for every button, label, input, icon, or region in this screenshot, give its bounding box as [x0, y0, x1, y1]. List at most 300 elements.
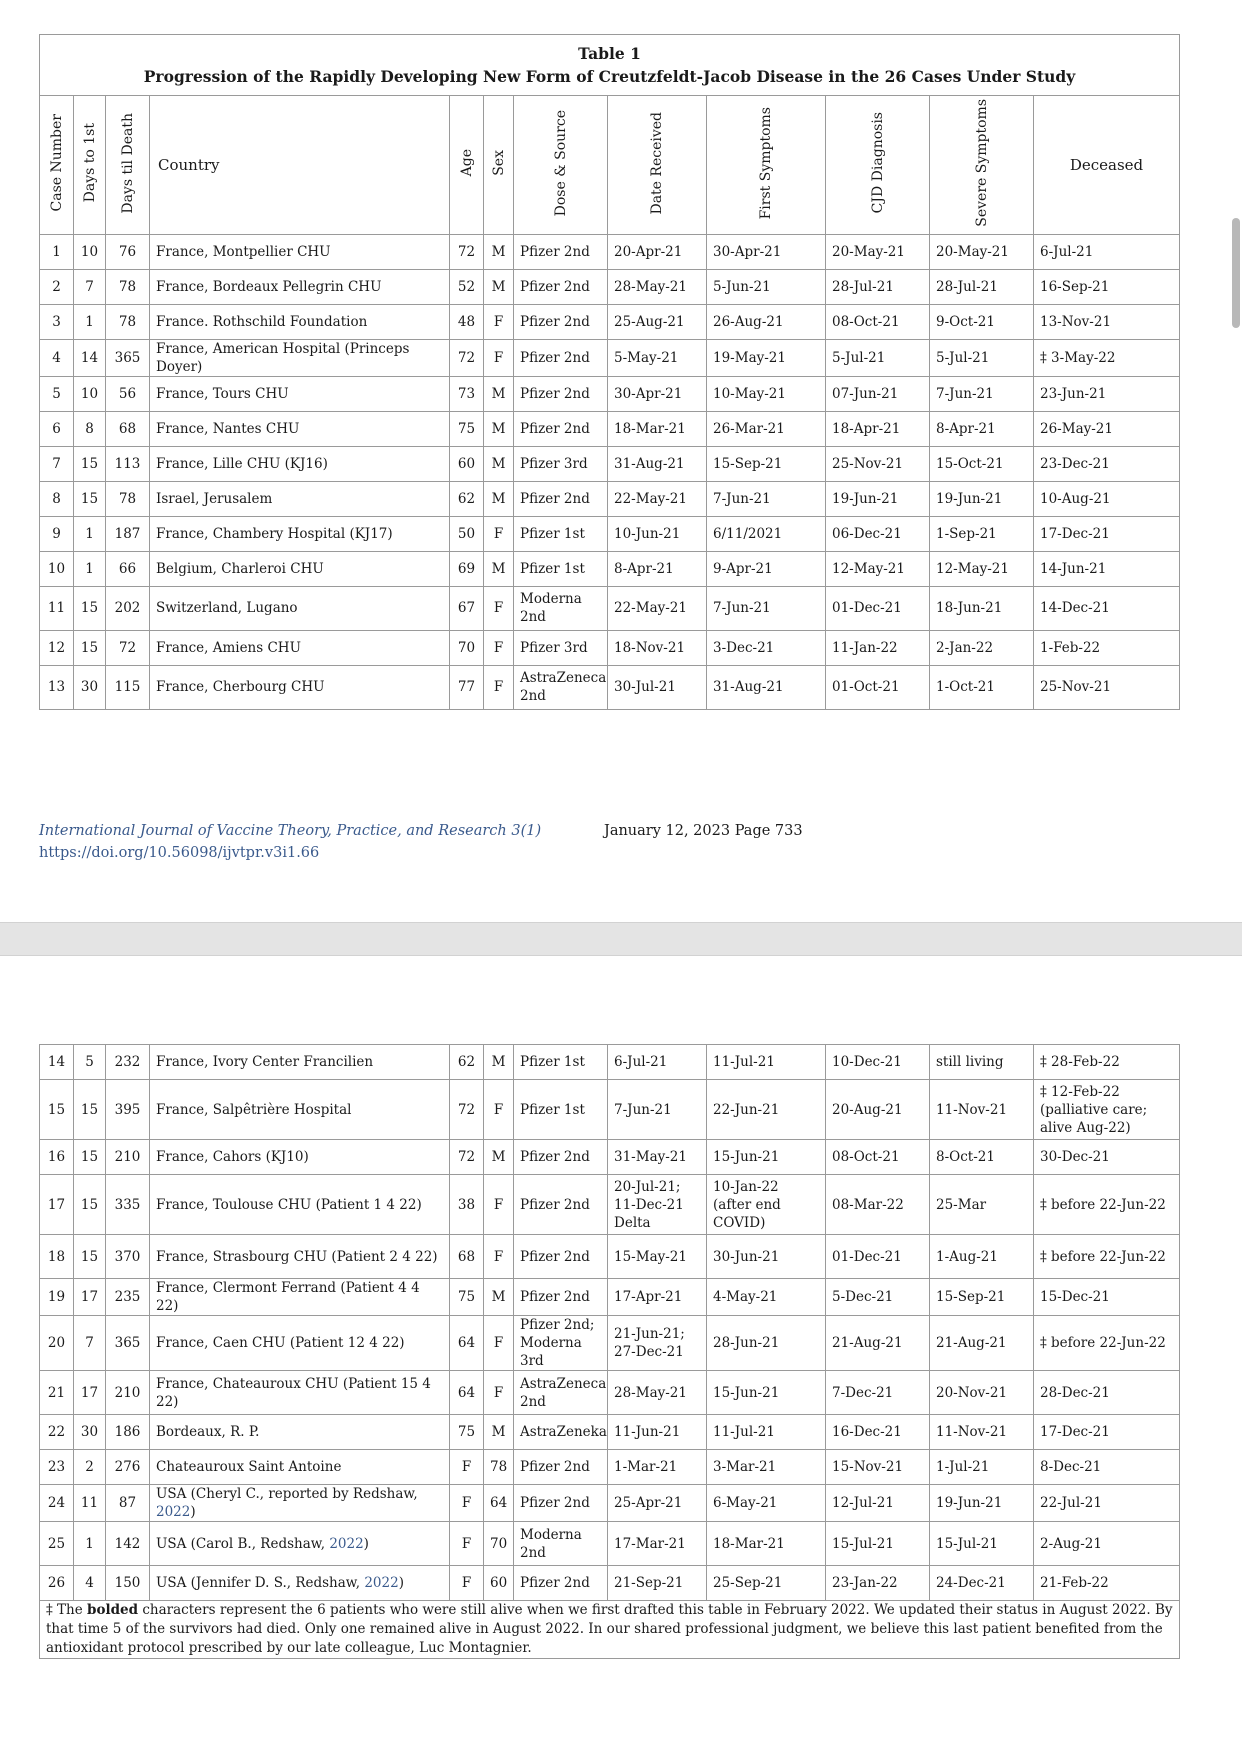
cell-days-to-first	[74, 1279, 106, 1316]
cell-age-text: F	[461, 1459, 472, 1475]
cell-deceased-text: 23-Dec-21	[1040, 455, 1110, 472]
cell-sex	[484, 234, 514, 269]
cell-sex-text: M	[491, 455, 506, 472]
cell-case-number	[40, 665, 74, 709]
cell-cjd-diagnosis	[826, 665, 930, 709]
cell-age-text: 73	[457, 385, 476, 402]
cell-days-til-death-text: 78	[118, 278, 137, 295]
cell-age-text: 60	[457, 455, 476, 472]
cell-deceased-text: 13-Nov-21	[1040, 313, 1112, 330]
cell-deceased-text: ‡ 12-Feb-22 (palliative care; alive Aug-22)	[1040, 1083, 1148, 1136]
cell-days-to-first-text: 15	[80, 1101, 99, 1118]
cell-days-to-first	[74, 630, 106, 665]
cell-case-number	[40, 1235, 74, 1279]
cell-days-to-first	[74, 1140, 106, 1175]
cell-age	[450, 1279, 484, 1316]
cell-days-to-first-text: 4	[85, 1575, 94, 1591]
header-date-received: Date Received	[649, 111, 665, 215]
cell-date-received	[608, 1316, 707, 1371]
cell-severe-symptoms	[930, 1140, 1034, 1175]
cell-severe-symptoms	[930, 1175, 1034, 1235]
cell-first-symptoms	[707, 1415, 826, 1450]
table-row	[40, 411, 1180, 446]
cell-case-number-text: 25	[47, 1535, 66, 1552]
cell-case-number	[40, 1175, 74, 1235]
cell-sex	[484, 665, 514, 709]
cell-case-number-text: 6	[52, 420, 61, 437]
cell-date-received-text: 15-May-21	[614, 1248, 687, 1265]
cell-date-received-text: 10-Jun-21	[614, 525, 681, 542]
cell-cjd-diagnosis-text: 11-Jan-22	[832, 639, 898, 656]
cell-days-to-first-text: 15	[80, 490, 99, 507]
cell-case-number-text: 14	[47, 1054, 66, 1070]
cell-cjd-diagnosis	[826, 269, 930, 304]
cell-country	[150, 1080, 450, 1140]
cell-cjd-diagnosis	[826, 304, 930, 339]
cell-days-til-death-text: 202	[114, 600, 141, 617]
cell-days-to-first-text: 17	[80, 1384, 99, 1401]
table-subtitle: Progression of the Rapidly Developing New Form of Creutzfeldt-Jacob Disease in the 26 Cases Under Study	[143, 67, 1076, 86]
header-days-to-first: Days to 1st	[81, 123, 98, 203]
cell-age	[450, 1371, 484, 1415]
cell-days-til-death	[106, 339, 150, 376]
cell-age	[450, 1566, 484, 1601]
cell-cjd-diagnosis	[826, 481, 930, 516]
cell-sex	[484, 516, 514, 551]
cell-country-text: France, Chateauroux CHU (Patient 15 4 22)	[156, 1375, 431, 1410]
cell-days-til-death	[106, 1522, 150, 1566]
cell-days-til-death	[106, 1450, 150, 1485]
cell-first-symptoms-text: 7-Jun-21	[713, 600, 771, 617]
cell-first-symptoms	[707, 481, 826, 516]
cell-cjd-diagnosis-text: 5-Jul-21	[832, 349, 886, 366]
cell-days-to-first-text: 1	[85, 525, 94, 542]
cell-date-received-text: 5-May-21	[614, 349, 679, 366]
cell-case-number-text: 18	[47, 1248, 66, 1265]
cell-country-text: France, Salpêtrière Hospital	[156, 1101, 352, 1118]
cell-case-number-text: 19	[47, 1289, 66, 1305]
header-country: Country	[150, 96, 450, 235]
cell-country-text: France, Montpellier CHU	[156, 243, 331, 260]
table-row	[40, 1415, 1180, 1450]
cell-severe-symptoms-text: 20-Nov-21	[936, 1384, 1008, 1401]
cell-first-symptoms-text: 11-Jul-21	[713, 1054, 775, 1070]
cell-days-til-death-text: 56	[118, 385, 137, 402]
cell-country-text: France, Cahors (KJ10)	[156, 1149, 309, 1165]
cell-severe-symptoms	[930, 234, 1034, 269]
cell-case-number-text: 16	[47, 1149, 66, 1165]
cell-date-received-text: 22-May-21	[614, 600, 687, 617]
cell-dose-source-text: Pfizer 1st	[520, 525, 585, 542]
cell-country	[150, 1371, 450, 1415]
cell-cjd-diagnosis	[826, 1371, 930, 1415]
cell-dose-source	[514, 586, 608, 630]
cell-sex	[484, 1235, 514, 1279]
cell-age	[450, 1175, 484, 1235]
cell-case-number	[40, 1140, 74, 1175]
cell-dose-source	[514, 446, 608, 481]
cell-case-number-text: 23	[47, 1459, 66, 1475]
cell-deceased	[1034, 446, 1180, 481]
cell-days-til-death-text: 210	[114, 1384, 141, 1401]
cell-case-number	[40, 1566, 74, 1601]
cell-days-til-death-text: 276	[114, 1459, 141, 1475]
cell-cjd-diagnosis-text: 15-Nov-21	[832, 1459, 904, 1475]
cell-severe-symptoms-text: 12-May-21	[936, 560, 1009, 577]
cell-case-number-text: 20	[47, 1335, 66, 1351]
cell-first-symptoms	[707, 446, 826, 481]
table-row	[40, 376, 1180, 411]
cell-sex	[484, 1415, 514, 1450]
cell-cjd-diagnosis	[826, 446, 930, 481]
cell-cjd-diagnosis-text: 28-Jul-21	[832, 278, 894, 295]
cell-first-symptoms-text: 3-Mar-21	[713, 1459, 777, 1475]
cell-age-text: 70	[457, 639, 476, 656]
cell-first-symptoms	[707, 411, 826, 446]
cell-date-received	[608, 1175, 707, 1235]
cell-case-number	[40, 339, 74, 376]
cell-cjd-diagnosis-text: 7-Dec-21	[832, 1384, 894, 1401]
cell-deceased-text: ‡ before 22-Jun-22	[1040, 1335, 1166, 1351]
cell-days-til-death-text: 78	[118, 313, 137, 330]
cell-first-symptoms-text: 15-Sep-21	[713, 455, 783, 472]
cell-sex	[484, 481, 514, 516]
cell-days-to-first	[74, 1045, 106, 1080]
cell-deceased	[1034, 1045, 1180, 1080]
cell-cjd-diagnosis	[826, 1316, 930, 1371]
cell-case-number	[40, 269, 74, 304]
cell-sex	[484, 446, 514, 481]
cell-severe-symptoms	[930, 516, 1034, 551]
table-row	[40, 1450, 1180, 1485]
cell-sex-text: M	[491, 1424, 506, 1440]
cell-cjd-diagnosis	[826, 234, 930, 269]
cell-first-symptoms-text: 26-Aug-21	[713, 313, 784, 330]
cell-case-number	[40, 1450, 74, 1485]
cell-sex-text: M	[491, 490, 506, 507]
cell-cjd-diagnosis	[826, 1235, 930, 1279]
cell-date-received-text: 7-Jun-21	[614, 1101, 672, 1118]
cell-case-number-text: 15	[47, 1101, 66, 1118]
reference-link[interactable]: 2022	[156, 1504, 191, 1520]
cell-sex	[484, 1140, 514, 1175]
cell-days-to-first	[74, 1371, 106, 1415]
cell-case-number-text: 8	[52, 490, 61, 507]
cell-cjd-diagnosis	[826, 586, 930, 630]
cell-deceased	[1034, 1140, 1180, 1175]
cell-dose-source	[514, 411, 608, 446]
cell-severe-symptoms-text: 1-Jul-21	[936, 1459, 990, 1475]
cell-first-symptoms-text: 15-Jun-21	[713, 1384, 780, 1401]
cell-first-symptoms-text: 9-Apr-21	[713, 560, 773, 577]
cell-severe-symptoms-text: 21-Aug-21	[936, 1335, 1007, 1351]
table-body-top	[40, 234, 1180, 709]
cell-date-received-text: 22-May-21	[614, 490, 687, 507]
cell-cjd-diagnosis-text: 12-May-21	[832, 560, 905, 577]
table-body-bottom	[40, 1045, 1180, 1601]
reference-link[interactable]: 2022	[329, 1535, 364, 1552]
cell-age-text: 62	[457, 490, 476, 507]
cell-first-symptoms	[707, 551, 826, 586]
cell-days-til-death	[106, 1045, 150, 1080]
cell-age	[450, 630, 484, 665]
cell-sex	[484, 269, 514, 304]
cell-country-text: France, Tours CHU	[156, 385, 289, 402]
cell-country	[150, 446, 450, 481]
cell-deceased	[1034, 411, 1180, 446]
cell-cjd-diagnosis	[826, 516, 930, 551]
cell-first-symptoms-text: 19-May-21	[713, 349, 786, 366]
cell-days-to-first	[74, 586, 106, 630]
cell-country-text: Belgium, Charleroi CHU	[156, 560, 324, 577]
cell-days-til-death-text: 335	[114, 1196, 141, 1213]
cell-days-to-first-text: 15	[80, 1149, 99, 1165]
cell-sex-text: M	[491, 385, 506, 402]
cell-days-to-first	[74, 376, 106, 411]
cell-cjd-diagnosis-text: 01-Dec-21	[832, 600, 902, 617]
table-footnote	[40, 1601, 1180, 1659]
cell-country-text: France, Lille CHU (KJ16)	[156, 455, 328, 472]
cell-days-to-first-text: 30	[80, 679, 99, 696]
cell-deceased	[1034, 269, 1180, 304]
table-row	[40, 481, 1180, 516]
cell-deceased	[1034, 1415, 1180, 1450]
cell-days-to-first-text: 10	[80, 243, 99, 260]
scrollbar-thumb[interactable]	[1232, 218, 1240, 328]
cell-cjd-diagnosis-text: 10-Dec-21	[832, 1054, 902, 1070]
cell-severe-symptoms	[930, 269, 1034, 304]
cell-first-symptoms	[707, 586, 826, 630]
cell-case-number	[40, 586, 74, 630]
cell-days-til-death	[106, 1279, 150, 1316]
cell-severe-symptoms-text: 15-Oct-21	[936, 455, 1004, 472]
cell-date-received-text: 21-Jun-21; 27-Dec-21	[614, 1326, 685, 1360]
cell-deceased	[1034, 339, 1180, 376]
cell-first-symptoms	[707, 1279, 826, 1316]
cell-age	[450, 304, 484, 339]
cell-days-til-death	[106, 1316, 150, 1371]
cell-first-symptoms-text: 30-Jun-21	[713, 1248, 780, 1265]
cell-date-received	[608, 1415, 707, 1450]
cell-cjd-diagnosis	[826, 551, 930, 586]
cell-days-til-death-text: 68	[118, 420, 137, 437]
cell-days-to-first	[74, 234, 106, 269]
table-row	[40, 1485, 1180, 1522]
cell-case-number	[40, 551, 74, 586]
cell-country-text: USA (Cheryl C., reported by Redshaw,	[156, 1486, 418, 1502]
cell-age	[450, 1522, 484, 1566]
cell-first-symptoms-text: 4-May-21	[713, 1289, 778, 1305]
cell-age-text: 72	[457, 1101, 476, 1118]
cell-case-number	[40, 1371, 74, 1415]
cell-dose-source-text: AstraZeneka	[520, 1424, 607, 1440]
cell-sex-text: 70	[490, 1535, 508, 1552]
cell-date-received-text: 17-Apr-21	[614, 1289, 683, 1305]
table-row	[40, 304, 1180, 339]
header-first-symptoms: First Symptoms	[758, 106, 774, 220]
cell-dose-source	[514, 1279, 608, 1316]
cell-severe-symptoms-text: 18-Jun-21	[936, 600, 1003, 617]
cell-country-text: France, Toulouse CHU (Patient 1 4 22)	[156, 1196, 422, 1213]
cell-severe-symptoms-text: 11-Nov-21	[936, 1424, 1008, 1440]
cell-date-received	[608, 551, 707, 586]
cell-country	[150, 665, 450, 709]
footnote-text: characters represent the 6 patients who were still alive when we first drafted this table in February 2022. We updated their status in August 2022. By that time 5 of the survivors had died. Only one remained alive in August 2022. In our shared professional judgment, we believe this last patient benefited from the antioxidant protocol prescribed by our late colleague, Luc Montagnier.	[46, 1602, 1173, 1656]
cell-country	[150, 630, 450, 665]
cell-deceased-text: 1-Feb-22	[1040, 639, 1101, 656]
cell-date-received	[608, 446, 707, 481]
cell-days-til-death-text: 365	[114, 1335, 141, 1351]
cell-days-til-death	[106, 1485, 150, 1522]
table-row	[40, 269, 1180, 304]
cell-sex	[484, 551, 514, 586]
cell-first-symptoms	[707, 665, 826, 709]
cell-dose-source	[514, 1450, 608, 1485]
cell-days-to-first-text: 15	[80, 1196, 99, 1213]
cell-date-received	[608, 516, 707, 551]
table-row	[40, 1175, 1180, 1235]
cell-date-received	[608, 339, 707, 376]
cell-deceased-text: 8-Dec-21	[1040, 1459, 1102, 1475]
cell-sex	[484, 1371, 514, 1415]
cell-days-to-first-text: 11	[80, 1495, 99, 1511]
cell-deceased	[1034, 1080, 1180, 1140]
cell-date-received	[608, 1080, 707, 1140]
cell-first-symptoms	[707, 1522, 826, 1566]
cell-days-to-first	[74, 269, 106, 304]
cell-country-text: France. Rothschild Foundation	[156, 313, 368, 330]
cell-cjd-diagnosis-text: 01-Dec-21	[832, 1248, 902, 1265]
cell-severe-symptoms-text: 24-Dec-21	[936, 1575, 1006, 1591]
cell-dose-source-text: Pfizer 2nd	[520, 1248, 590, 1265]
cell-country-tail: )	[363, 1535, 369, 1552]
cell-age	[450, 1235, 484, 1279]
cell-country-text: USA (Jennifer D. S., Redshaw,	[156, 1575, 365, 1591]
cell-first-symptoms	[707, 1140, 826, 1175]
cell-severe-symptoms-text: 19-Jun-21	[936, 1495, 1003, 1511]
cell-country-text: France, Nantes CHU	[156, 420, 300, 437]
cell-dose-source-text: Pfizer 2nd; Moderna 3rd	[520, 1317, 595, 1369]
cell-first-symptoms-text: 28-Jun-21	[713, 1335, 780, 1351]
cell-cjd-diagnosis-text: 16-Dec-21	[832, 1424, 902, 1440]
cell-dose-source-text: Pfizer 1st	[520, 1101, 585, 1118]
cell-deceased	[1034, 665, 1180, 709]
cell-case-number-text: 17	[47, 1196, 66, 1213]
cell-days-til-death-text: 113	[114, 455, 141, 472]
cell-first-symptoms-text: 11-Jul-21	[713, 1424, 775, 1440]
cell-days-til-death-text: 232	[114, 1054, 141, 1070]
cell-country-text: France, Cherbourg CHU	[156, 679, 325, 696]
cell-country	[150, 1450, 450, 1485]
cell-sex-text: M	[491, 243, 506, 260]
cell-dose-source-text: Pfizer 3rd	[520, 455, 588, 472]
cell-age	[450, 376, 484, 411]
cell-days-til-death	[106, 1235, 150, 1279]
cell-age	[450, 551, 484, 586]
cell-days-to-first-text: 15	[80, 639, 99, 656]
cell-severe-symptoms	[930, 1080, 1034, 1140]
cell-cjd-diagnosis-text: 23-Jan-22	[832, 1575, 898, 1591]
cell-dose-source-text: Pfizer 2nd	[520, 1575, 590, 1591]
cell-severe-symptoms	[930, 630, 1034, 665]
cell-date-received	[608, 234, 707, 269]
header-case-number: Case Number	[48, 114, 65, 212]
cell-cjd-diagnosis	[826, 1485, 930, 1522]
cell-days-to-first-text: 14	[80, 349, 99, 366]
cell-dose-source	[514, 1415, 608, 1450]
cell-case-number-text: 9	[52, 525, 61, 542]
header-dose-source: Dose & Source	[552, 109, 569, 217]
footnote-prefix: ‡ The	[46, 1602, 88, 1618]
cell-age-text: 77	[457, 679, 476, 696]
cell-deceased	[1034, 586, 1180, 630]
cell-case-number-text: 21	[47, 1384, 66, 1401]
cell-cjd-diagnosis-text: 15-Jul-21	[832, 1535, 894, 1552]
cell-deceased	[1034, 304, 1180, 339]
cell-case-number	[40, 411, 74, 446]
cell-cjd-diagnosis-text: 21-Aug-21	[832, 1335, 903, 1351]
cell-cjd-diagnosis-text: 5-Dec-21	[832, 1289, 894, 1305]
cell-sex-text: F	[493, 313, 504, 330]
cell-case-number	[40, 1415, 74, 1450]
cell-sex-text: M	[491, 278, 506, 295]
cell-date-received	[608, 304, 707, 339]
cell-severe-symptoms-text: 19-Jun-21	[936, 490, 1003, 507]
cell-cjd-diagnosis	[826, 1080, 930, 1140]
cell-date-received	[608, 665, 707, 709]
cell-dose-source-text: Pfizer 2nd	[520, 349, 590, 366]
cell-first-symptoms	[707, 234, 826, 269]
cell-dose-source	[514, 1522, 608, 1566]
cell-days-til-death-text: 370	[114, 1248, 141, 1265]
cell-days-til-death	[106, 234, 150, 269]
cell-severe-symptoms-text: 20-May-21	[936, 243, 1009, 260]
reference-link[interactable]: 2022	[364, 1575, 399, 1591]
cell-case-number	[40, 1279, 74, 1316]
cell-age-text: 52	[457, 278, 476, 295]
cell-days-to-first-text: 15	[80, 600, 99, 617]
cell-first-symptoms-text: 26-Mar-21	[713, 420, 785, 437]
cell-age	[450, 665, 484, 709]
cell-days-to-first-text: 15	[80, 1248, 99, 1265]
cell-date-received	[608, 1045, 707, 1080]
cell-sex	[484, 1450, 514, 1485]
cell-sex	[484, 411, 514, 446]
cell-severe-symptoms	[930, 481, 1034, 516]
cell-date-received-text: 25-Apr-21	[614, 1495, 683, 1511]
cell-cjd-diagnosis	[826, 1450, 930, 1485]
cell-deceased	[1034, 481, 1180, 516]
cell-days-to-first-text: 2	[85, 1459, 94, 1475]
cell-sex-text: 64	[490, 1495, 508, 1511]
cell-cjd-diagnosis-text: 20-Aug-21	[832, 1101, 903, 1118]
cell-age-text: 67	[457, 600, 476, 617]
doi-link[interactable]: https://doi.org/10.56098/ijvtpr.v3i1.66	[39, 845, 320, 861]
cell-case-number-text: 13	[47, 679, 66, 696]
cell-date-received	[608, 269, 707, 304]
cell-date-received	[608, 1235, 707, 1279]
cell-dose-source	[514, 481, 608, 516]
cell-case-number-text: 1	[52, 243, 61, 260]
cell-days-to-first-text: 17	[80, 1289, 99, 1305]
cell-first-symptoms-text: 15-Jun-21	[713, 1149, 780, 1165]
journal-link[interactable]: International Journal of Vaccine Theory, Practice, and Research 3(1)	[39, 823, 542, 839]
cell-severe-symptoms	[930, 586, 1034, 630]
cell-severe-symptoms-text: 11-Nov-21	[936, 1101, 1008, 1118]
cell-country	[150, 1485, 450, 1522]
cell-deceased-text: ‡ before 22-Jun-22	[1040, 1248, 1166, 1265]
cell-deceased-text: 2-Aug-21	[1040, 1535, 1102, 1552]
